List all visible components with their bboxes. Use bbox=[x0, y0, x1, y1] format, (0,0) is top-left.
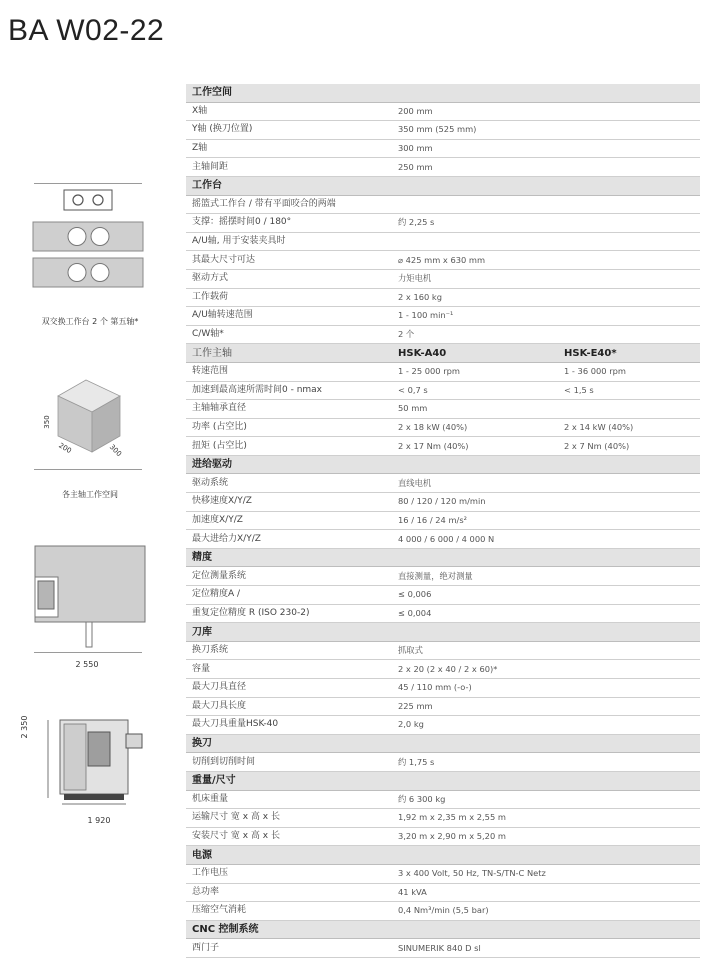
side-width-label: 2 550 bbox=[75, 660, 99, 669]
pallet-table-2 bbox=[33, 258, 143, 287]
pallet-fixture-circle bbox=[91, 264, 109, 282]
workspace-cube-illustration bbox=[38, 374, 148, 464]
spec-row bbox=[186, 902, 700, 921]
front-window bbox=[88, 732, 110, 766]
spec-value: 约 2,25 s bbox=[392, 214, 558, 233]
section-title: 进给驱动 bbox=[186, 455, 700, 474]
spec-label: 扭矩 (占空比) bbox=[186, 437, 392, 456]
front-width-label: 1 920 bbox=[87, 816, 111, 825]
spec-row bbox=[186, 493, 700, 512]
pallet-caption: 双交换工作台 2 个 第五轴* bbox=[41, 317, 139, 326]
spec-row bbox=[186, 418, 700, 437]
section-title: 工作台 bbox=[186, 176, 700, 195]
spec-label: 总功率 bbox=[186, 883, 392, 902]
spec-value-2 bbox=[558, 586, 700, 605]
section-header-row bbox=[186, 344, 700, 363]
pallet-fixture-circle bbox=[68, 228, 86, 246]
spec-label: 最大进给力X/Y/Z bbox=[186, 530, 392, 549]
spec-value: 0,4 Nm³/min (5,5 bar) bbox=[392, 902, 558, 921]
spec-value-2 bbox=[558, 697, 700, 716]
spec-row bbox=[186, 567, 700, 586]
spec-label: Z轴 bbox=[186, 139, 392, 158]
spec-label: 定位精度A / bbox=[186, 586, 392, 605]
page-title: BA W02-22 bbox=[8, 14, 165, 47]
spec-value-2: 2 x 7 Nm (40%) bbox=[558, 437, 700, 456]
spec-value-2 bbox=[558, 864, 700, 883]
spec-value-2 bbox=[558, 474, 700, 493]
spec-value: 4 000 / 6 000 / 4 000 N bbox=[392, 530, 558, 549]
spec-value: 2,0 kg bbox=[392, 716, 558, 735]
section-header-row bbox=[186, 84, 700, 102]
pallet-fixture-circle bbox=[93, 195, 103, 205]
spec-row bbox=[186, 102, 700, 121]
spec-row bbox=[186, 604, 700, 623]
spec-label: 驱动方式 bbox=[186, 269, 392, 288]
spec-label: 快移速度X/Y/Z bbox=[186, 493, 392, 512]
spec-label: 工作电压 bbox=[186, 864, 392, 883]
spec-value: 45 / 110 mm (-o-) bbox=[392, 679, 558, 698]
spec-row bbox=[186, 437, 700, 456]
spec-value: 3,20 m x 2,90 m x 5,20 m bbox=[392, 827, 558, 846]
pallet-table-1 bbox=[33, 222, 143, 251]
column-header: HSK-E40* bbox=[558, 344, 700, 363]
spec-value bbox=[392, 232, 558, 251]
spec-value: 2 x 20 (2 x 40 / 2 x 60)* bbox=[392, 660, 558, 679]
spec-value: 250 mm bbox=[392, 158, 558, 177]
spec-row bbox=[186, 511, 700, 530]
spec-label: 切削到切削时间 bbox=[186, 753, 392, 772]
spec-value: 1 - 100 min⁻¹ bbox=[392, 307, 558, 326]
spec-row bbox=[186, 790, 700, 809]
section-header-row bbox=[186, 455, 700, 474]
section-header-row bbox=[186, 176, 700, 195]
spec-value bbox=[392, 195, 558, 214]
spec-value: 直接测量，绝对测量 bbox=[392, 567, 558, 586]
spec-value-2 bbox=[558, 883, 700, 902]
spec-value-2 bbox=[558, 604, 700, 623]
spec-value-2 bbox=[558, 214, 700, 233]
spec-value-2 bbox=[558, 567, 700, 586]
spec-row bbox=[186, 697, 700, 716]
spec-label: 摇篮式工作台 / 带有平面咬合的两端 bbox=[186, 195, 392, 214]
spec-label: 最大刀具直径 bbox=[186, 679, 392, 698]
spec-label: 最大刀具长度 bbox=[186, 697, 392, 716]
spec-label: 最大刀具重量HSK-40 bbox=[186, 716, 392, 735]
pallet-illustration bbox=[30, 188, 150, 288]
spec-value: 2 x 17 Nm (40%) bbox=[392, 437, 558, 456]
spec-label: Y轴 (换刀位置) bbox=[186, 121, 392, 140]
spec-label: 驱动系统 bbox=[186, 474, 392, 493]
pallet-fixture-circle bbox=[68, 264, 86, 282]
spec-row bbox=[186, 530, 700, 549]
spec-value-2 bbox=[558, 753, 700, 772]
machine-stand bbox=[86, 622, 92, 647]
spec-row bbox=[186, 864, 700, 883]
pallet-top-view bbox=[64, 190, 112, 210]
spec-label: 容量 bbox=[186, 660, 392, 679]
front-base bbox=[64, 794, 124, 800]
spec-row bbox=[186, 753, 700, 772]
spec-value-2 bbox=[558, 827, 700, 846]
spec-value-2 bbox=[558, 902, 700, 921]
spec-value-2 bbox=[558, 269, 700, 288]
cube-depth-label: 200 bbox=[57, 441, 73, 456]
spec-value-2 bbox=[558, 400, 700, 419]
spec-value-2 bbox=[558, 660, 700, 679]
spec-value-2 bbox=[558, 809, 700, 828]
dimension-line bbox=[34, 652, 142, 653]
spec-value: 约 6 300 kg bbox=[392, 790, 558, 809]
spec-value-2: 2 x 14 kW (40%) bbox=[558, 418, 700, 437]
spec-value: 50 mm bbox=[392, 400, 558, 419]
pallet-fixture-circle bbox=[91, 228, 109, 246]
spec-value-2 bbox=[558, 251, 700, 270]
spec-value-2 bbox=[558, 790, 700, 809]
spec-row bbox=[186, 827, 700, 846]
spec-value: 3 x 400 Volt, 50 Hz, TN-S/TN-C Netz bbox=[392, 864, 558, 883]
spec-row bbox=[186, 139, 700, 158]
spec-value: 1 - 25 000 rpm bbox=[392, 362, 558, 381]
spec-row bbox=[186, 288, 700, 307]
workspace-caption: 各主轴工作空间 bbox=[62, 490, 118, 499]
spec-row bbox=[186, 679, 700, 698]
spec-value: 1,92 m x 2,35 m x 2,55 m bbox=[392, 809, 558, 828]
section-header-row bbox=[186, 771, 700, 790]
section-title: CNC 控制系统 bbox=[186, 920, 700, 939]
spec-value-2 bbox=[558, 641, 700, 660]
spec-label: 运输尺寸 宽 x 高 x 长 bbox=[186, 809, 392, 828]
cube-height-label: 350 bbox=[43, 415, 51, 429]
spec-label: 机床重量 bbox=[186, 790, 392, 809]
section-title: 刀库 bbox=[186, 623, 700, 642]
spec-value-2 bbox=[558, 195, 700, 214]
divider bbox=[34, 183, 142, 184]
spec-label: 主轴轴承直径 bbox=[186, 400, 392, 419]
spec-row bbox=[186, 325, 700, 344]
spec-row bbox=[186, 939, 700, 958]
spec-row bbox=[186, 121, 700, 140]
section-header-row bbox=[186, 920, 700, 939]
section-title: 换刀 bbox=[186, 734, 700, 753]
section-title: 工作空间 bbox=[186, 84, 700, 102]
spec-label: 西门子 bbox=[186, 939, 392, 958]
spec-label: 工作载荷 bbox=[186, 288, 392, 307]
spec-value-2 bbox=[558, 493, 700, 512]
divider bbox=[34, 469, 142, 470]
spec-value: 2 x 160 kg bbox=[392, 288, 558, 307]
spec-row bbox=[186, 586, 700, 605]
spec-value: 力矩电机 bbox=[392, 269, 558, 288]
spec-label: 其最大尺寸可达 bbox=[186, 251, 392, 270]
spec-value: ≤ 0,006 bbox=[392, 586, 558, 605]
spec-row bbox=[186, 809, 700, 828]
spec-row bbox=[186, 400, 700, 419]
spec-label: 支撑：摇摆时间0 / 180° bbox=[186, 214, 392, 233]
section-title: 工作主轴 bbox=[186, 344, 392, 363]
section-title: 电源 bbox=[186, 846, 700, 865]
spec-value-2: < 1,5 s bbox=[558, 381, 700, 400]
front-column bbox=[64, 724, 86, 790]
cube-width-label: 300 bbox=[107, 443, 123, 459]
spec-value: 约 1,75 s bbox=[392, 753, 558, 772]
spec-row bbox=[186, 158, 700, 177]
spec-value: 225 mm bbox=[392, 697, 558, 716]
section-header-row bbox=[186, 548, 700, 567]
spec-row bbox=[186, 195, 700, 214]
section-header-row bbox=[186, 623, 700, 642]
spec-value-2: 1 - 36 000 rpm bbox=[558, 362, 700, 381]
pallet-fixture-circle bbox=[73, 195, 83, 205]
spec-label: 加速度X/Y/Z bbox=[186, 511, 392, 530]
section-title: 重量/尺寸 bbox=[186, 771, 700, 790]
section-header-row bbox=[186, 846, 700, 865]
spec-value-2 bbox=[558, 530, 700, 549]
spec-row bbox=[186, 381, 700, 400]
spec-row bbox=[186, 716, 700, 735]
spec-label: 功率 (占空比) bbox=[186, 418, 392, 437]
spec-label: 定位测量系统 bbox=[186, 567, 392, 586]
section-header-row bbox=[186, 734, 700, 753]
control-panel bbox=[126, 734, 142, 748]
section-title: 精度 bbox=[186, 548, 700, 567]
spec-value-2 bbox=[558, 288, 700, 307]
spec-value: 350 mm (525 mm) bbox=[392, 121, 558, 140]
spec-value: 2 x 18 kW (40%) bbox=[392, 418, 558, 437]
spec-value-2 bbox=[558, 325, 700, 344]
spec-label: 转速范围 bbox=[186, 362, 392, 381]
spec-row bbox=[186, 883, 700, 902]
spec-value: 16 / 16 / 24 m/s² bbox=[392, 511, 558, 530]
spec-row bbox=[186, 232, 700, 251]
spec-value: 80 / 120 / 120 m/min bbox=[392, 493, 558, 512]
column-header: HSK-A40 bbox=[392, 344, 558, 363]
spec-label: 换刀系统 bbox=[186, 641, 392, 660]
spec-value-2 bbox=[558, 307, 700, 326]
spec-value: ⌀ 425 mm x 630 mm bbox=[392, 251, 558, 270]
spec-label: A/U轴, 用于安装夹具时 bbox=[186, 232, 392, 251]
spec-label: 安装尺寸 宽 x 高 x 长 bbox=[186, 827, 392, 846]
spec-value: 41 kVA bbox=[392, 883, 558, 902]
spec-row bbox=[186, 307, 700, 326]
machine-side-view bbox=[32, 543, 152, 653]
spec-row bbox=[186, 474, 700, 493]
spec-row bbox=[186, 251, 700, 270]
spec-label: C/W轴* bbox=[186, 325, 392, 344]
spec-row bbox=[186, 362, 700, 381]
spec-label: 重复定位精度 R (ISO 230-2) bbox=[186, 604, 392, 623]
spec-value: 300 mm bbox=[392, 139, 558, 158]
spec-value: 抓取式 bbox=[392, 641, 558, 660]
spec-value-2 bbox=[558, 232, 700, 251]
spec-table bbox=[186, 84, 700, 958]
spec-row bbox=[186, 660, 700, 679]
spec-value-2 bbox=[558, 158, 700, 177]
spec-row bbox=[186, 641, 700, 660]
spec-value: < 0,7 s bbox=[392, 381, 558, 400]
spec-value: 2 个 bbox=[392, 325, 558, 344]
spec-value-2 bbox=[558, 121, 700, 140]
spec-label: X轴 bbox=[186, 102, 392, 121]
spec-value: 200 mm bbox=[392, 102, 558, 121]
spec-label: 主轴间距 bbox=[186, 158, 392, 177]
spec-label: 加速到最高速所需时间0 - nmax bbox=[186, 381, 392, 400]
spec-value: ≤ 0,004 bbox=[392, 604, 558, 623]
spec-row bbox=[186, 214, 700, 233]
spec-label: A/U轴转速范围 bbox=[186, 307, 392, 326]
spec-label: 压缩空气消耗 bbox=[186, 902, 392, 921]
spec-value-2 bbox=[558, 102, 700, 121]
machine-door-window bbox=[38, 581, 54, 609]
spec-value-2 bbox=[558, 716, 700, 735]
spec-value-2 bbox=[558, 139, 700, 158]
spec-value-2 bbox=[558, 679, 700, 698]
spec-value: 直线电机 bbox=[392, 474, 558, 493]
spec-value-2 bbox=[558, 939, 700, 958]
front-height-label: 2 350 bbox=[20, 715, 29, 739]
spec-value-2 bbox=[558, 511, 700, 530]
spec-row bbox=[186, 269, 700, 288]
machine-front-view bbox=[28, 712, 148, 808]
spec-value: SINUMERIK 840 D sl bbox=[392, 939, 558, 958]
